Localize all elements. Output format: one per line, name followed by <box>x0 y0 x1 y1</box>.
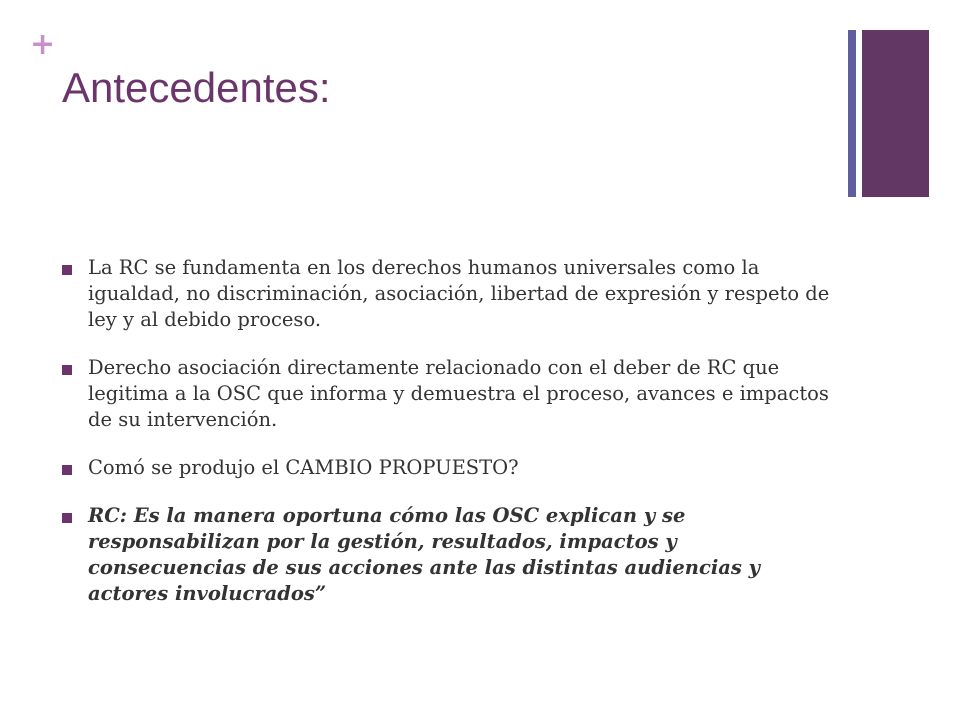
slide-title: Antecedentes: <box>62 64 331 111</box>
bullet-item <box>62 355 832 433</box>
plus-icon: + <box>30 27 56 62</box>
bullet-item <box>62 255 832 333</box>
decorative-bar-thin <box>848 30 856 197</box>
bullet-list <box>62 255 832 629</box>
bullet-marker-icon <box>62 465 72 475</box>
bullet-text: La RC se fundamenta en los derechos humanos universales como la igualdad, no discriminación, asociación, libertad de expresión y respeto de ley y al debido proceso. <box>88 256 830 331</box>
bullet-item-definition <box>62 503 832 607</box>
bullet-text: RC: Es la manera oportuna cómo las OSC explican y se responsabilizan por la gestión, resultados, impactos y consecuencias de sus acciones ante las distintas audiencias y actores involucrados” <box>88 504 760 605</box>
bullet-text: Comó se produjo el CAMBIO PROPUESTO? <box>88 456 519 479</box>
bullet-item <box>62 455 832 481</box>
bullet-text: Derecho asociación directamente relacionado con el deber de RC que legitima a la OSC que informa y demuestra el proceso, avances e impactos de su intervención. <box>88 356 829 431</box>
bullet-marker-icon <box>62 513 72 523</box>
bullet-marker-icon <box>62 265 72 275</box>
bullet-marker-icon <box>62 365 72 375</box>
decorative-bar-thick <box>862 30 929 197</box>
